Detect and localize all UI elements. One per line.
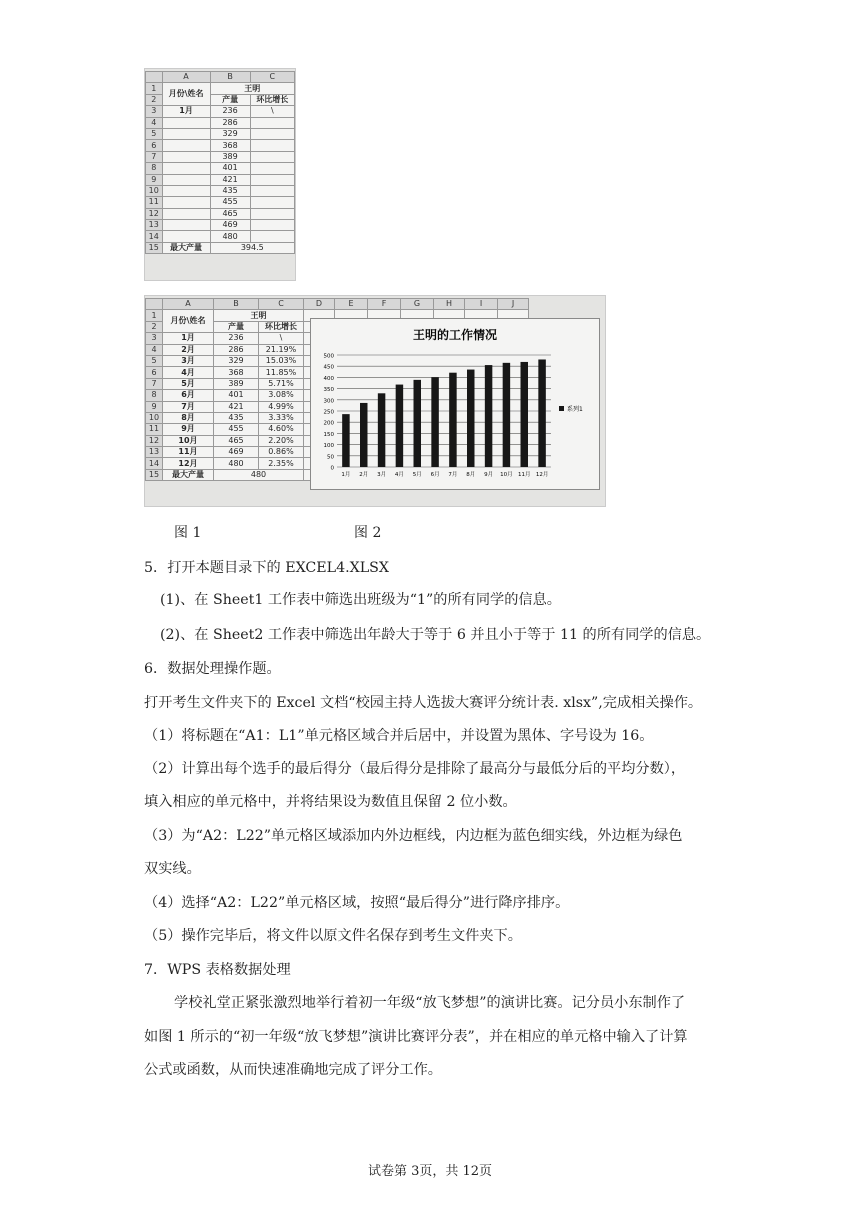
month-cell xyxy=(162,185,210,196)
growth-cell: 5.71% xyxy=(259,378,304,389)
output-cell: 465 xyxy=(210,208,250,219)
y-tick-label: 300 xyxy=(323,398,334,405)
row-number: 4 xyxy=(146,344,163,355)
question-6-intro: 打开考生文件夹下的 Excel 文档“校园主持人选拔大赛评分统计表. xlsx”,完成相关操作。 xyxy=(144,695,703,711)
question-6-item-5: （5）操作完毕后，将文件以原文件名保存到考生文件夹下。 xyxy=(144,928,522,944)
legend-swatch xyxy=(559,406,564,411)
column-header: I xyxy=(465,299,498,310)
bar xyxy=(431,377,438,467)
output-cell: 401 xyxy=(210,163,250,174)
bar-chart xyxy=(311,319,599,489)
column-header-row xyxy=(146,299,529,310)
table-row xyxy=(146,128,295,139)
y-tick-label: 0 xyxy=(330,465,334,472)
row-number: 3 xyxy=(146,333,163,344)
x-tick-label: 5月 xyxy=(412,472,422,478)
row-number: 1 xyxy=(146,310,163,321)
column-header: D xyxy=(304,299,335,310)
row-number: 2 xyxy=(146,94,163,105)
bar xyxy=(396,385,403,467)
output-cell: 421 xyxy=(210,174,250,185)
month-cell xyxy=(162,151,210,162)
x-tick-label: 9月 xyxy=(484,472,494,478)
output-cell: 329 xyxy=(210,128,250,139)
row-number: 6 xyxy=(146,140,163,151)
question-6-item-1: （1）将标题在“A1：L1”单元格区域合并后居中，并设置为黑体、字号设为 16。 xyxy=(144,728,654,744)
table-row xyxy=(146,106,295,117)
x-tick-label: 11月 xyxy=(518,472,531,478)
month-cell xyxy=(162,208,210,219)
legend-label: 系列1 xyxy=(567,406,583,413)
bar xyxy=(521,362,528,467)
table-row xyxy=(146,83,295,94)
x-tick-label: 6月 xyxy=(430,472,440,478)
question-5-title: 5．打开本题目录下的 EXCEL4.XLSX xyxy=(144,560,389,576)
month-cell: 4月 xyxy=(163,367,214,378)
bar xyxy=(360,403,367,467)
row-number: 15 xyxy=(146,242,163,253)
month-cell xyxy=(162,231,210,242)
row-number: 3 xyxy=(146,106,163,117)
table-row xyxy=(146,242,295,253)
growth-cell xyxy=(250,163,294,174)
output-cell: 469 xyxy=(210,220,250,231)
question-6-item-4: （4）选择“A2：L22”单元格区域，按照“最后得分”进行降序排序。 xyxy=(144,895,570,911)
x-tick-label: 8月 xyxy=(466,472,476,478)
growth-cell: 11.85% xyxy=(259,367,304,378)
output-header: 产量 xyxy=(214,321,259,332)
table-row xyxy=(146,140,295,151)
bar xyxy=(342,414,349,467)
row-col-header: 月份\姓名 xyxy=(162,83,210,106)
month-cell: 10月 xyxy=(163,435,214,446)
y-tick-label: 200 xyxy=(323,420,334,427)
growth-cell xyxy=(250,128,294,139)
month-cell: 11月 xyxy=(163,447,214,458)
month-cell: 8月 xyxy=(163,412,214,423)
output-cell: 455 xyxy=(214,424,259,435)
page-footer: 试卷第 3页，共 12页 xyxy=(367,1164,493,1179)
table-row xyxy=(146,231,295,242)
month-cell: 7月 xyxy=(163,401,214,412)
month-cell xyxy=(162,140,210,151)
growth-cell: \ xyxy=(259,333,304,344)
x-tick-label: 10月 xyxy=(500,472,513,478)
row-number: 7 xyxy=(146,378,163,389)
month-cell: 1月 xyxy=(163,333,214,344)
y-tick-label: 250 xyxy=(323,409,334,416)
question-6-title: 6．数据处理操作题。 xyxy=(144,661,281,677)
y-tick-label: 50 xyxy=(327,454,334,461)
output-header: 产量 xyxy=(210,94,250,105)
growth-cell xyxy=(250,117,294,128)
row-number: 13 xyxy=(146,447,163,458)
question-5-item-1: (1)、在 Sheet1 工作表中筛选出班级为“1”的所有同学的信息。 xyxy=(160,592,561,608)
row-number: 10 xyxy=(146,185,163,196)
table-row xyxy=(146,151,295,162)
month-cell xyxy=(162,128,210,139)
column-header: A xyxy=(163,299,214,310)
bar xyxy=(485,365,492,467)
question-5-item-2: (2)、在 Sheet2 工作表中筛选出年龄大于等于 6 并且小于等于 11 的所有同学的信息。 xyxy=(160,627,711,643)
output-cell: 401 xyxy=(214,390,259,401)
x-tick-label: 2月 xyxy=(359,472,369,478)
row-number: 5 xyxy=(146,128,163,139)
y-tick-label: 500 xyxy=(323,353,334,360)
row-number: 11 xyxy=(146,197,163,208)
output-cell: 389 xyxy=(210,151,250,162)
row-number: 5 xyxy=(146,355,163,366)
growth-cell xyxy=(250,208,294,219)
growth-cell: 15.03% xyxy=(259,355,304,366)
table-row xyxy=(146,208,295,219)
x-tick-label: 3月 xyxy=(377,472,387,478)
output-cell: 368 xyxy=(210,140,250,151)
row-number: 13 xyxy=(146,220,163,231)
output-cell: 469 xyxy=(214,447,259,458)
column-header: B xyxy=(210,72,250,83)
month-cell: 1月 xyxy=(162,106,210,117)
column-header: J xyxy=(498,299,529,310)
table-row xyxy=(146,174,295,185)
row-number: 8 xyxy=(146,390,163,401)
growth-header: 环比增长 xyxy=(259,321,304,332)
x-tick-label: 7月 xyxy=(448,472,458,478)
growth-cell xyxy=(250,220,294,231)
column-header: A xyxy=(162,72,210,83)
question-7-paragraph-line-3: 公式或函数，从而快速准确地完成了评分工作。 xyxy=(144,1062,442,1078)
growth-cell: 4.99% xyxy=(259,401,304,412)
question-6-item-2b: 填入相应的单元格中，并将结果设为数值且保留 2 位小数。 xyxy=(144,794,517,810)
bar xyxy=(503,363,510,467)
growth-cell xyxy=(250,140,294,151)
output-cell: 465 xyxy=(214,435,259,446)
question-6-item-3a: （3）为“A2：L22”单元格区域添加内外边框线，内边框为蓝色细实线，外边框为绿色 xyxy=(144,828,683,844)
output-cell: 435 xyxy=(214,412,259,423)
column-header: E xyxy=(335,299,368,310)
growth-cell xyxy=(250,197,294,208)
month-cell: 12月 xyxy=(163,458,214,469)
output-cell: 368 xyxy=(214,367,259,378)
growth-cell: 0.86% xyxy=(259,447,304,458)
bar xyxy=(378,393,385,467)
month-cell xyxy=(162,117,210,128)
row-number: 7 xyxy=(146,151,163,162)
column-header: B xyxy=(214,299,259,310)
max-output-label: 最大产量 xyxy=(162,242,210,253)
y-tick-label: 450 xyxy=(323,364,334,371)
y-tick-label: 350 xyxy=(323,387,334,394)
row-number: 1 xyxy=(146,83,163,94)
row-number: 9 xyxy=(146,401,163,412)
growth-cell: 2.20% xyxy=(259,435,304,446)
output-cell: 389 xyxy=(214,378,259,389)
column-header: H xyxy=(434,299,465,310)
month-cell xyxy=(162,197,210,208)
month-cell xyxy=(162,174,210,185)
x-tick-label: 4月 xyxy=(394,472,404,478)
chart-area xyxy=(310,318,600,490)
row-col-header: 月份\姓名 xyxy=(163,310,214,333)
output-cell: 286 xyxy=(214,344,259,355)
row-number: 12 xyxy=(146,208,163,219)
table-row xyxy=(146,220,295,231)
month-cell xyxy=(162,163,210,174)
bar xyxy=(414,380,421,467)
month-cell: 5月 xyxy=(163,378,214,389)
caption-figure-2: 图 2 xyxy=(354,525,382,541)
month-cell: 6月 xyxy=(163,390,214,401)
figure-1-spreadsheet-photo xyxy=(144,68,296,281)
growth-cell xyxy=(250,151,294,162)
row-number: 2 xyxy=(146,321,163,332)
figure-1-table xyxy=(145,71,295,254)
output-cell: 435 xyxy=(210,185,250,196)
column-header: G xyxy=(401,299,434,310)
growth-cell: \ xyxy=(250,106,294,117)
question-7-paragraph-line-1: 学校礼堂正紧张激烈地举行着初一年级“放飞梦想”的演讲比赛。记分员小东制作了 xyxy=(174,995,686,1011)
growth-header: 环比增长 xyxy=(250,94,294,105)
row-number: 8 xyxy=(146,163,163,174)
y-tick-label: 150 xyxy=(323,431,334,438)
max-output-value: 394.5 xyxy=(210,242,294,253)
x-tick-label: 12月 xyxy=(535,472,549,478)
growth-cell: 2.35% xyxy=(259,458,304,469)
name-header: 王明 xyxy=(210,83,294,94)
row-number: 6 xyxy=(146,367,163,378)
question-7-paragraph-line-2: 如图 1 所示的“初一年级“放飞梦想”演讲比赛评分表”，并在相应的单元格中输入了计算 xyxy=(144,1029,688,1045)
max-output-value: 480 xyxy=(214,469,304,480)
y-tick-label: 100 xyxy=(323,443,334,450)
row-number: 12 xyxy=(146,435,163,446)
table-row xyxy=(146,185,295,196)
growth-cell xyxy=(250,231,294,242)
output-cell: 236 xyxy=(210,106,250,117)
growth-cell: 3.08% xyxy=(259,390,304,401)
x-tick-label: 1月 xyxy=(341,472,351,478)
growth-cell xyxy=(250,174,294,185)
output-cell: 480 xyxy=(210,231,250,242)
month-cell: 2月 xyxy=(163,344,214,355)
caption-figure-1: 图 1 xyxy=(174,525,202,541)
table-row xyxy=(146,163,295,174)
output-cell: 455 xyxy=(210,197,250,208)
growth-cell: 21.19% xyxy=(259,344,304,355)
month-cell: 9月 xyxy=(163,424,214,435)
y-tick-label: 400 xyxy=(323,375,334,382)
bar xyxy=(538,359,545,467)
name-header: 王明 xyxy=(214,310,304,321)
output-cell: 286 xyxy=(210,117,250,128)
row-number: 10 xyxy=(146,412,163,423)
output-cell: 236 xyxy=(214,333,259,344)
row-number: 14 xyxy=(146,458,163,469)
row-number: 4 xyxy=(146,117,163,128)
output-cell: 329 xyxy=(214,355,259,366)
question-6-item-3b: 双实线。 xyxy=(144,861,201,877)
column-header-row xyxy=(146,72,295,83)
column-header: C xyxy=(250,72,294,83)
figure-2-spreadsheet-photo xyxy=(144,295,606,507)
max-output-label: 最大产量 xyxy=(163,469,214,480)
column-header: F xyxy=(368,299,401,310)
bar xyxy=(449,373,456,467)
output-cell: 421 xyxy=(214,401,259,412)
row-number: 15 xyxy=(146,469,163,480)
question-6-item-2a: （2）计算出每个选手的最后得分（最后得分是排除了最高分与最低分后的平均分数）， xyxy=(144,761,686,777)
row-number: 9 xyxy=(146,174,163,185)
chart-title: 王明的工作情况 xyxy=(412,328,498,342)
row-number: 11 xyxy=(146,424,163,435)
month-cell xyxy=(162,220,210,231)
bar xyxy=(467,370,474,467)
column-header xyxy=(146,299,163,310)
output-cell: 480 xyxy=(214,458,259,469)
row-number: 14 xyxy=(146,231,163,242)
growth-cell: 3.33% xyxy=(259,412,304,423)
table-row xyxy=(146,197,295,208)
growth-cell xyxy=(250,185,294,196)
month-cell: 3月 xyxy=(163,355,214,366)
growth-cell: 4.60% xyxy=(259,424,304,435)
column-header: C xyxy=(259,299,304,310)
question-7-title: 7．WPS 表格数据处理 xyxy=(144,962,291,978)
column-header xyxy=(146,72,163,83)
table-row xyxy=(146,117,295,128)
